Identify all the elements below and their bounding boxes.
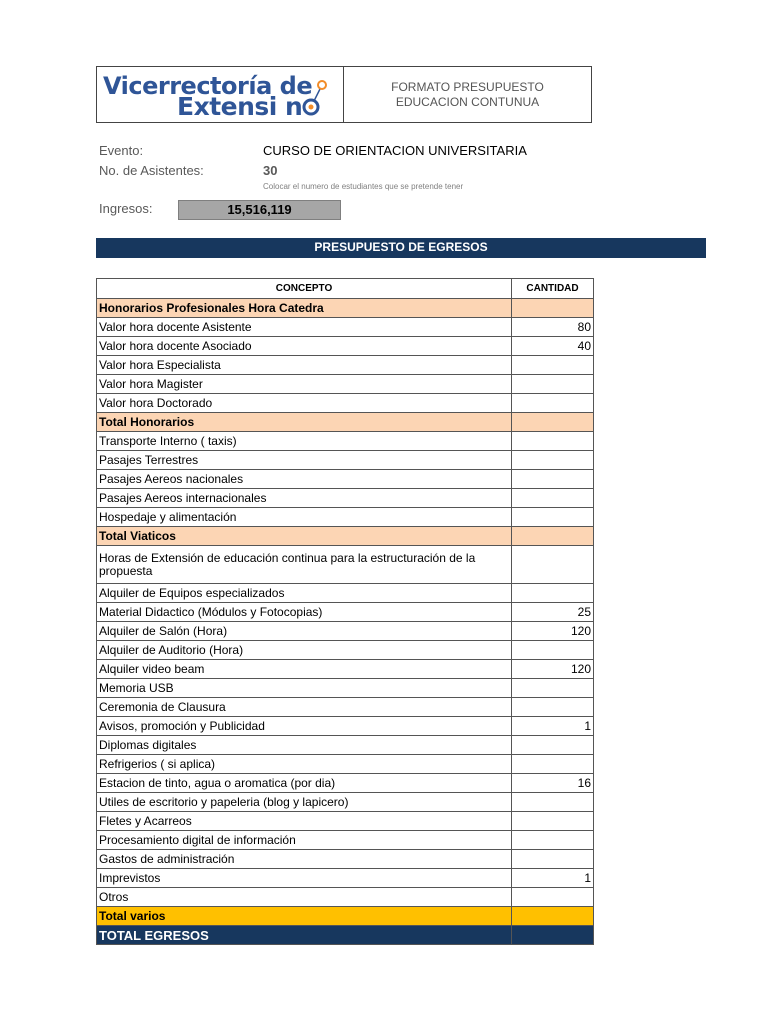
cantidad-cell xyxy=(512,907,594,926)
cantidad-cell xyxy=(512,888,594,907)
concepto-cell: Valor hora Especialista xyxy=(97,356,512,375)
table-row xyxy=(97,907,594,926)
table-row xyxy=(97,679,594,698)
asistentes-label: No. de Asistentes: xyxy=(99,163,204,178)
table-row xyxy=(97,489,594,508)
concepto-cell: Fletes y Acarreos xyxy=(97,812,512,831)
concepto-cell: Valor hora Magister xyxy=(97,375,512,394)
table-row xyxy=(97,850,594,869)
table-row xyxy=(97,793,594,812)
concepto-cell: Ceremonia de Clausura xyxy=(97,698,512,717)
table-row xyxy=(97,736,594,755)
concepto-cell: Diplomas digitales xyxy=(97,736,512,755)
table-row xyxy=(97,413,594,432)
cantidad-cell xyxy=(512,584,594,603)
concepto-cell: Total Honorarios xyxy=(97,413,512,432)
logo-line1: Vicerrectoría de xyxy=(103,72,313,100)
cantidad-cell xyxy=(512,394,594,413)
evento-value: CURSO DE ORIENTACION UNIVERSITARIA xyxy=(263,143,527,158)
asistentes-value: 30 xyxy=(263,163,278,178)
cantidad-cell xyxy=(512,698,594,717)
ingresos-value: 15,516,119 xyxy=(178,200,341,220)
concepto-cell: Alquiler de Salón (Hora) xyxy=(97,622,512,641)
concepto-cell: Utiles de escritorio y papeleria (blog y lapicero) xyxy=(97,793,512,812)
asistentes-note: Colocar el numero de estudiantes que se pretende tener xyxy=(263,182,464,191)
cantidad-cell xyxy=(512,432,594,451)
logo-target-icon xyxy=(97,67,343,122)
concepto-cell: Total varios xyxy=(97,907,512,926)
table-row xyxy=(97,584,594,603)
table-row xyxy=(97,831,594,850)
ingresos-label: Ingresos: xyxy=(99,201,153,216)
cantidad-cell: 120 xyxy=(512,622,594,641)
cantidad-cell: 25 xyxy=(512,603,594,622)
table-row xyxy=(97,470,594,489)
concepto-cell: Memoria USB xyxy=(97,679,512,698)
concepto-cell: Avisos, promoción y Publicidad xyxy=(97,717,512,736)
concepto-cell: Horas de Extensión de educación continua para la estructuración de la propuesta xyxy=(97,546,512,584)
cantidad-cell xyxy=(512,736,594,755)
cantidad-cell xyxy=(512,508,594,527)
format-title-line2: EDUCACION CONTUNUA xyxy=(395,94,540,109)
cantidad-cell: 80 xyxy=(512,318,594,337)
cantidad-cell xyxy=(512,850,594,869)
table-row xyxy=(97,755,594,774)
concepto-cell: Total Viaticos xyxy=(97,527,512,546)
concepto-cell: Valor hora docente Asistente xyxy=(97,318,512,337)
concepto-cell: Estacion de tinto, agua o aromatica (por dia) xyxy=(97,774,512,793)
cantidad-cell xyxy=(512,413,594,432)
cantidad-cell xyxy=(512,451,594,470)
concepto-cell: Material Didactico (Módulos y Fotocopias) xyxy=(97,603,512,622)
concepto-cell: Pasajes Terrestres xyxy=(97,451,512,470)
col-cantidad-header: CANTIDAD xyxy=(512,279,594,299)
table-row xyxy=(97,812,594,831)
cantidad-cell xyxy=(512,527,594,546)
format-title-line1: FORMATO PRESUPUESTO xyxy=(391,79,544,94)
concepto-cell: TOTAL EGRESOS xyxy=(97,926,512,945)
table-row xyxy=(97,603,594,622)
concepto-cell: Imprevistos xyxy=(97,869,512,888)
egresos-title: PRESUPUESTO DE EGRESOS xyxy=(96,238,706,258)
concepto-cell: Alquiler video beam xyxy=(97,660,512,679)
table-row xyxy=(97,451,594,470)
cantidad-cell xyxy=(512,546,594,584)
concepto-cell: Alquiler de Auditorio (Hora) xyxy=(97,641,512,660)
logo-line2: Extensi n xyxy=(177,92,303,121)
concepto-cell: Valor hora Doctorado xyxy=(97,394,512,413)
concepto-cell: Transporte Interno ( taxis) xyxy=(97,432,512,451)
cantidad-cell xyxy=(512,755,594,774)
concepto-cell: Hospedaje y alimentación xyxy=(97,508,512,527)
cantidad-cell xyxy=(512,812,594,831)
table-row xyxy=(97,869,594,888)
cantidad-cell xyxy=(512,470,594,489)
concepto-cell: Honorarios Profesionales Hora Catedra xyxy=(97,299,512,318)
cantidad-cell: 16 xyxy=(512,774,594,793)
table-row xyxy=(97,432,594,451)
concepto-cell: Pasajes Aereos internacionales xyxy=(97,489,512,508)
cantidad-cell xyxy=(512,356,594,375)
budget-table xyxy=(96,278,594,945)
concepto-cell: Valor hora docente Asociado xyxy=(97,337,512,356)
table-row xyxy=(97,641,594,660)
cantidad-cell xyxy=(512,641,594,660)
table-row xyxy=(97,660,594,679)
col-concepto-header: CONCEPTO xyxy=(97,279,512,299)
concepto-cell: Gastos de administración xyxy=(97,850,512,869)
cantidad-cell xyxy=(512,375,594,394)
table-row xyxy=(97,717,594,736)
cantidad-cell xyxy=(512,831,594,850)
table-row xyxy=(97,356,594,375)
table-row xyxy=(97,318,594,337)
concepto-cell: Pasajes Aereos nacionales xyxy=(97,470,512,489)
concepto-cell: Otros xyxy=(97,888,512,907)
cantidad-cell xyxy=(512,489,594,508)
table-row xyxy=(97,375,594,394)
table-row xyxy=(97,698,594,717)
concepto-cell: Refrigerios ( si aplica) xyxy=(97,755,512,774)
format-title xyxy=(344,67,591,122)
cantidad-cell: 1 xyxy=(512,717,594,736)
table-row xyxy=(97,546,594,584)
table-row xyxy=(97,527,594,546)
table-row xyxy=(97,299,594,318)
cantidad-cell xyxy=(512,926,594,945)
logo xyxy=(97,67,344,122)
table-row xyxy=(97,337,594,356)
table-row xyxy=(97,394,594,413)
cantidad-cell xyxy=(512,679,594,698)
table-row xyxy=(97,774,594,793)
concepto-cell: Procesamiento digital de información xyxy=(97,831,512,850)
header-box xyxy=(96,66,592,123)
cantidad-cell: 40 xyxy=(512,337,594,356)
cantidad-cell xyxy=(512,793,594,812)
table-row xyxy=(97,926,594,945)
evento-label: Evento: xyxy=(99,143,144,158)
cantidad-cell: 1 xyxy=(512,869,594,888)
cantidad-cell xyxy=(512,299,594,318)
cantidad-cell: 120 xyxy=(512,660,594,679)
table-header-row xyxy=(97,279,594,299)
concepto-cell: Alquiler de Equipos especializados xyxy=(97,584,512,603)
table-row xyxy=(97,888,594,907)
table-row xyxy=(97,508,594,527)
table-row xyxy=(97,622,594,641)
